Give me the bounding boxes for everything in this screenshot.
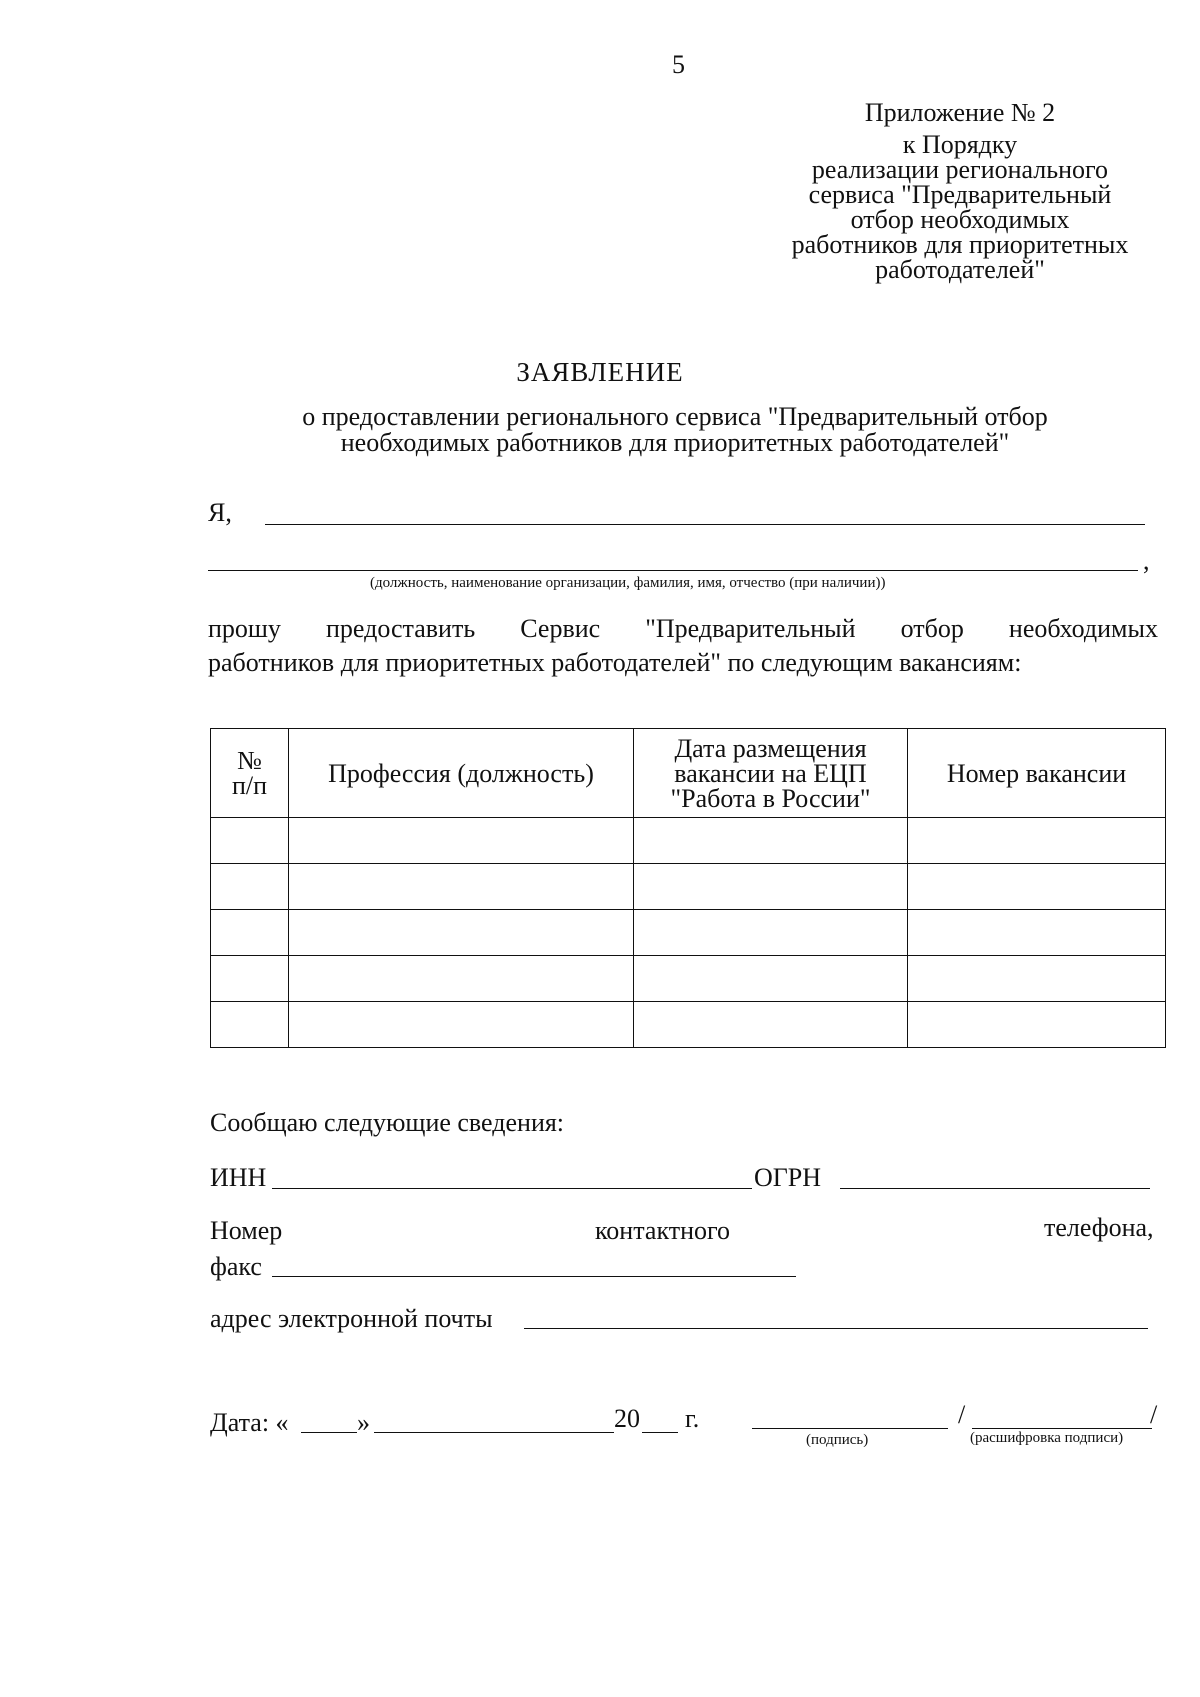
table-header-row [211, 729, 1166, 818]
document-title: ЗАЯВЛЕНИЕ [516, 357, 684, 387]
request-word: прошу [208, 614, 281, 643]
table-cell-vacancy-number[interactable] [908, 864, 1166, 910]
request-word: предоставить [326, 614, 476, 643]
date-close-quote: » [357, 1408, 370, 1437]
appendix-heading: Приложение № 2 [864, 98, 1056, 127]
table-cell-posting-date[interactable] [634, 864, 908, 910]
request-line-1 [208, 612, 1158, 646]
appendix-line: работодателей" [875, 255, 1045, 284]
appendix-block [760, 100, 1160, 282]
signature-caption: (подпись) [806, 1432, 869, 1448]
date-day-field[interactable] [301, 1432, 357, 1433]
column-header-posting-date: Дата размещения вакансии на ЕЦП "Работа в России" [634, 729, 908, 818]
table-row [211, 910, 1166, 956]
table-cell-number[interactable] [211, 910, 289, 956]
phone-word: контактного [595, 1216, 731, 1245]
ogrn-field[interactable] [840, 1188, 1150, 1189]
table-cell-posting-date[interactable] [634, 956, 908, 1002]
inn-field[interactable] [272, 1188, 752, 1189]
table-cell-number[interactable] [211, 818, 289, 864]
date-month-field[interactable] [374, 1432, 614, 1433]
table-cell-number[interactable] [211, 864, 289, 910]
table-cell-vacancy-number[interactable] [908, 818, 1166, 864]
applicant-prefix: Я, [208, 498, 232, 527]
table-row [211, 864, 1166, 910]
details-intro: Сообщаю следующие сведения: [210, 1108, 565, 1137]
column-header-vacancy-number: Номер вакансии [908, 729, 1166, 818]
table-cell-posting-date[interactable] [634, 818, 908, 864]
year-suffix: г. [685, 1404, 700, 1433]
applicant-details-field[interactable] [208, 570, 1138, 571]
request-word: "Предварительный [645, 614, 856, 643]
appendix-line: сервиса "Предварительный [808, 180, 1112, 209]
table-cell-profession[interactable] [289, 818, 634, 864]
request-line-2: работников для приоритетных работодателей" по следующим вакансиям: [208, 648, 1022, 677]
table-cell-vacancy-number[interactable] [908, 1002, 1166, 1048]
column-header-profession: Профессия (должность) [289, 729, 634, 818]
applicant-comma: , [1143, 546, 1150, 575]
decode-caption: (расшифровка подписи) [970, 1430, 1124, 1446]
date-year-field[interactable] [642, 1432, 678, 1433]
date-label: Дата: « [210, 1408, 289, 1437]
table-row [211, 1002, 1166, 1048]
document-subtitle [230, 404, 1120, 456]
signature-field[interactable] [752, 1428, 948, 1429]
request-paragraph [208, 612, 1158, 680]
table-cell-posting-date[interactable] [634, 910, 908, 956]
column-header-number: № п/п [211, 729, 289, 818]
request-word: отбор [900, 614, 964, 643]
page-number: 5 [672, 50, 685, 79]
table-cell-posting-date[interactable] [634, 1002, 908, 1048]
request-word: необходимых [1008, 614, 1158, 643]
table-cell-number[interactable] [211, 956, 289, 1002]
table-cell-vacancy-number[interactable] [908, 910, 1166, 956]
signature-slash: / [1150, 1400, 1158, 1429]
phone-fax-field[interactable] [272, 1276, 796, 1277]
appendix-line: реализации регионального [811, 155, 1109, 184]
year-prefix: 20 [614, 1404, 640, 1433]
table-cell-vacancy-number[interactable] [908, 956, 1166, 1002]
phone-word: Номер [210, 1216, 283, 1245]
request-word: Сервис [520, 614, 601, 643]
fax-label: факс [210, 1252, 262, 1281]
table-row [211, 956, 1166, 1002]
table-row [211, 818, 1166, 864]
email-label: адрес электронной почты [210, 1304, 493, 1333]
appendix-line: работников для приоритетных [791, 230, 1129, 259]
vacancy-table [210, 728, 1166, 1048]
table-cell-number[interactable] [211, 1002, 289, 1048]
ogrn-label: ОГРН [754, 1163, 822, 1192]
table-cell-profession[interactable] [289, 864, 634, 910]
email-field[interactable] [524, 1328, 1148, 1329]
appendix-line: отбор необходимых [850, 205, 1070, 234]
applicant-caption: (должность, наименование организации, фамилия, имя, отчество (при наличии)) [370, 575, 886, 591]
signature-decode-field[interactable] [972, 1428, 1152, 1429]
table-cell-profession[interactable] [289, 910, 634, 956]
applicant-name-field[interactable] [265, 524, 1145, 525]
signature-slash: / [958, 1400, 966, 1429]
appendix-line: к Порядку [902, 130, 1018, 159]
subtitle-line: о предоставлении регионального сервиса "Предварительный отбор [302, 402, 1048, 431]
table-cell-profession[interactable] [289, 1002, 634, 1048]
inn-label: ИНН [210, 1163, 267, 1192]
subtitle-line: необходимых работников для приоритетных работодателей" [340, 428, 1010, 457]
table-cell-profession[interactable] [289, 956, 634, 1002]
phone-word: телефона, [1044, 1213, 1154, 1242]
